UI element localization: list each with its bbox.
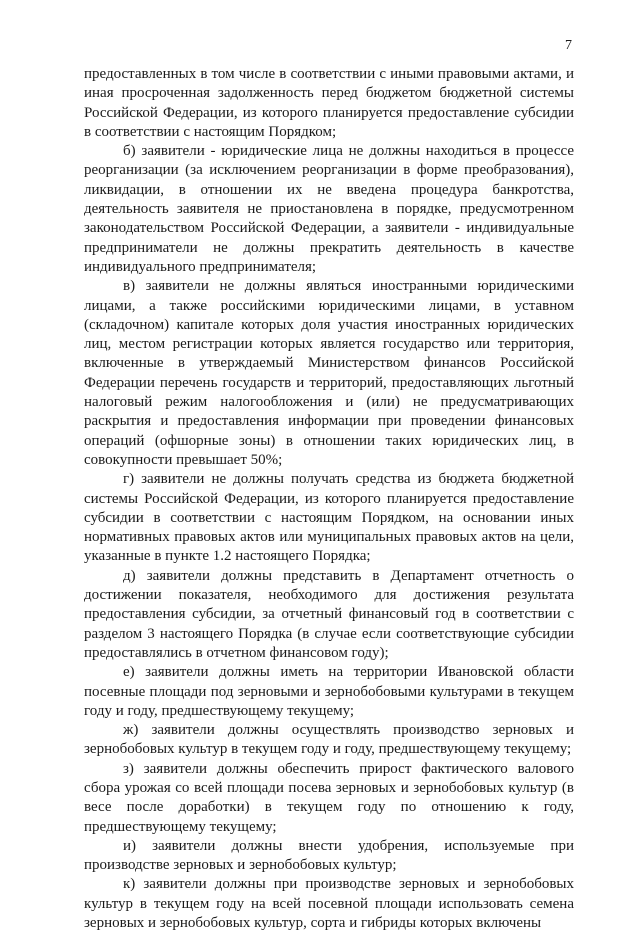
paragraph-item-b: б) заявители - юридические лица не должны находиться в процессе реорганизации (за исключением реорганизации в форме преобразования), ликвидации, в отношении их не введена процедура банкротства, деятельность заявителя не приостановлена в порядке, предусмотренном законодательством Российской Федерации, а заявители - индивидуальные предприниматели не должны прекратить деятельность в качестве индивидуального предпринимателя; [84, 143, 574, 275]
paragraph-item-v: в) заявители не должны являться иностранными юридическими лицами, а также российскими юридическими лицами, в уставном (складочном) капитале которых доля участия иностранных юридических лиц, местом регистрации которых является государство или территория, включенные в утверждаемый Министерством финансов Российской Федерации перечень государств и территорий, предоставляющих льготный налоговый режим налогообложения и (или) не предусматривающих раскрытия и предоставления информации при проведении финансовых операций (офшорные зоны) в отношении таких юридических лиц, в совокупности превышает 50%; [84, 278, 574, 468]
document-body [84, 65, 574, 933]
paragraph-item-k: к) заявители должны при производстве зерновых и зернобобовых культур в текущем году на всей посевной площади использовать семена зерновых и зернобобовых культур, сорта и гибриды которых включены [84, 876, 574, 932]
paragraph-item-zh: ж) заявители должны осуществлять производство зерновых и зернобобовых культур в текущем году и году, предшествующему текущему; [84, 722, 574, 758]
paragraph-item-d: д) заявители должны представить в Департамент отчетность о достижении показателя, необходимого для достижения результата предоставления субсидии, за отчетный финансовый год в соответствии с разделом 3 настоящего Порядка (в случае если соответствующие субсидии предоставлялись в отчетном финансовом году); [84, 567, 574, 661]
page-number: 7 [565, 38, 572, 53]
paragraph-item-z: з) заявители должны обеспечить прирост фактического валового сбора урожая со всей площади посева зерновых и зернобобовых культур (в весе после доработки) в текущем году по отношению к году, предшествующему текущему; [84, 760, 574, 835]
paragraph-item-i: и) заявители должны внести удобрения, используемые при производстве зерновых и зернобобовых культур; [84, 837, 574, 874]
paragraph-item-e: е) заявители должны иметь на территории Ивановской области посевные площади под зерновыми и зернобобовыми культурами в текущем году и году, предшествующему текущему; [84, 664, 574, 719]
paragraph-continuation: предоставленных в том числе в соответствии с иными правовыми актами, и иная просроченная задолженность перед бюджетом бюджетной системы Российской Федерации, из которого планируется предоставление субсидии в соответствии с настоящим Порядком; [84, 66, 574, 140]
paragraph-item-g: г) заявители не должны получать средства из бюджета бюджетной системы Российской Федерации, из которого планируется предоставление субсидии в соответствии с настоящим Порядком, на основании иных нормативных правовых актов или муниципальных правовых актов на цели, указанные в пункте 1.2 настоящего Порядка; [84, 471, 574, 565]
